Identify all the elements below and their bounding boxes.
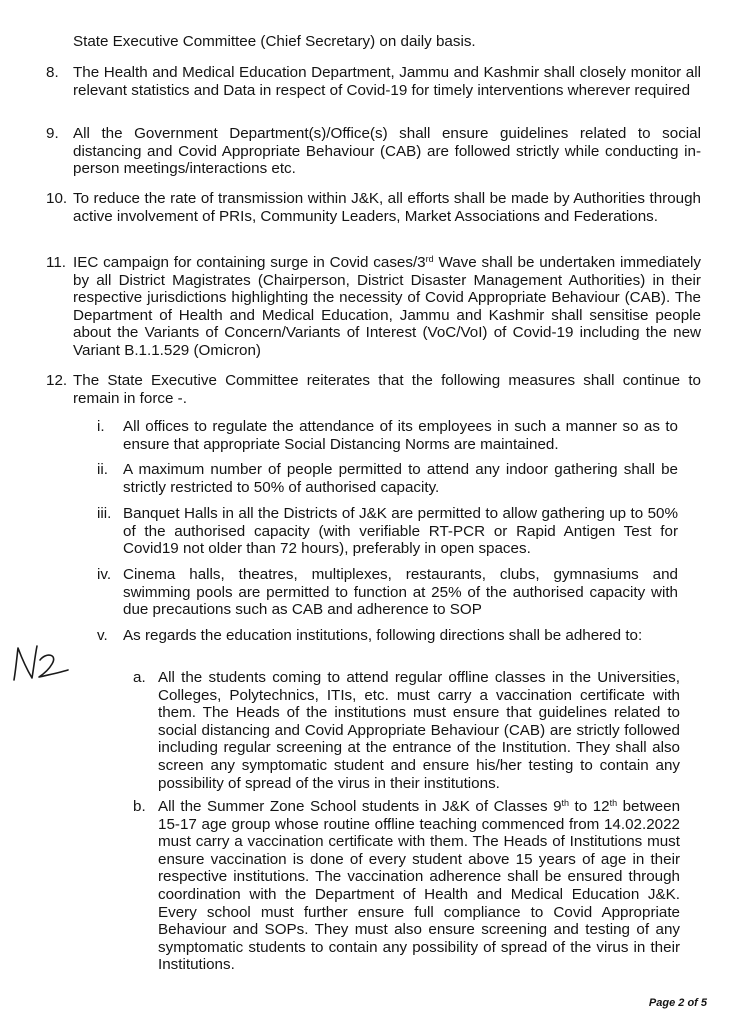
subitem-number-iv: iv.: [97, 566, 112, 583]
subitem-iii-text: Banquet Halls in all the Districts of J&K are permitted to allow gathering up to 50% of the authorised capacity (with verifiable RT-PCR or Rapid Antigen Test for Covid19 not older than 72 hours), preferably in open spaces.: [123, 505, 678, 558]
alpha-item-b-sup-2: th: [609, 798, 618, 808]
item-10-text: To reduce the rate of transmission within J&K, all efforts shall be made by Authorities through active involvement of PRIs, Community Leaders, Market Associations and Federations.: [73, 190, 701, 225]
handwritten-initials-mark: [8, 640, 72, 686]
item-9-text: All the Government Department(s)/Office(s) shall ensure guidelines related to social distancing and Covid Appropriate Behaviour (CAB) are followed strictly while conducting in-person meetings/interactions etc.: [73, 125, 701, 178]
item-11-text: [73, 254, 701, 360]
alpha-item-b-sup-1: th: [561, 798, 570, 808]
item-number-8: 8.: [46, 64, 59, 81]
subitem-number-iii: iii.: [97, 505, 112, 522]
item-number-9: 9.: [46, 125, 59, 142]
subitem-v-text: As regards the education institutions, following directions shall be adhered to:: [123, 627, 643, 644]
alpha-item-b-text-a: All the Summer Zone School students in J&K of Classes 9: [158, 798, 562, 815]
page-footer: Page 2 of 5: [648, 997, 707, 1009]
alpha-item-b-text: [158, 798, 680, 974]
alpha-item-a-text: All the students coming to attend regular offline classes in the Universities, Colleges, Polytechnics, ITIs, etc. must carry a vaccination certificate with them. The Heads of the institutions must ensure that guidelines related to social distancing and Covid Appropriate Behaviour (CAB) are strictly followed including regular screening at the entrance of the Institution. They shall also screen any symptomatic student and ensure his/her testing to contain any possibility of spread of the virus in their institutions.: [158, 669, 680, 792]
item-8-text: The Health and Medical Education Department, Jammu and Kashmir shall closely monitor all relevant statistics and Data in respect of Covid-19 for timely interventions wherever required: [73, 64, 701, 99]
item-number-12: 12.: [46, 372, 68, 389]
subitem-number-v: v.: [97, 627, 108, 644]
item-11-sup: rd: [425, 254, 434, 264]
item-number-10: 10.: [46, 190, 68, 207]
item-11-text-b: Wave shall be undertaken immediately by all District Magistrates (Chairperson, District Disaster Management Authorities) in their respective jurisdictions highlighting the necessity of Covid Appropriate Behaviour (CAB). The Department of Health and Medical Education, Jammu and Kashmir shall sensitise people about the Variants of Concern/Variants of Interest (VoC/VoI) of Covid-19 including the new Variant B.1.1.529 (Omicron): [73, 254, 702, 359]
alpha-item-b-text-b: to 12: [569, 798, 610, 815]
alpha-item-letter-a: a.: [133, 669, 146, 686]
item-12-text: The State Executive Committee reiterates that the following measures shall continue to remain in force -.: [73, 372, 701, 407]
subitem-number-ii: ii.: [97, 461, 108, 478]
item-11-text-a: IEC campaign for containing surge in Covid cases/3: [73, 254, 426, 271]
lead-line: State Executive Committee (Chief Secretary) on daily basis.: [73, 33, 476, 50]
subitem-iv-text: Cinema halls, theatres, multiplexes, restaurants, clubs, gymnasiums and swimming pools are permitted to function at 25% of the authorised capacity with due precautions such as CAB and adherence to SOP: [123, 566, 678, 619]
subitem-i-text: All offices to regulate the attendance of its employees in such a manner so as to ensure that appropriate Social Distancing Norms are maintained.: [123, 418, 678, 453]
item-number-11: 11.: [46, 254, 66, 271]
subitem-ii-text: A maximum number of people permitted to attend any indoor gathering shall be strictly restricted to 50% of authorised capacity.: [123, 461, 678, 496]
subitem-number-i: i.: [97, 418, 105, 435]
alpha-item-letter-b: b.: [133, 798, 146, 815]
alpha-item-b-text-c: between 15-17 age group whose routine offline teaching commenced from 14.02.2022 must carry a vaccination certificate with them. The Heads of Institutions must ensure vaccination is done of every student above 15 years of age in their respective institutions. The vaccination adherence shall be ensured through coordination with the Department of Health and Medical Education J&K. Every school must further ensure full compliance to Covid Appropriate Behaviour and SOPs. They must also ensure screening and testing of any symptomatic students to contain any possibility of spread of the virus in their Institutions.: [158, 798, 681, 974]
